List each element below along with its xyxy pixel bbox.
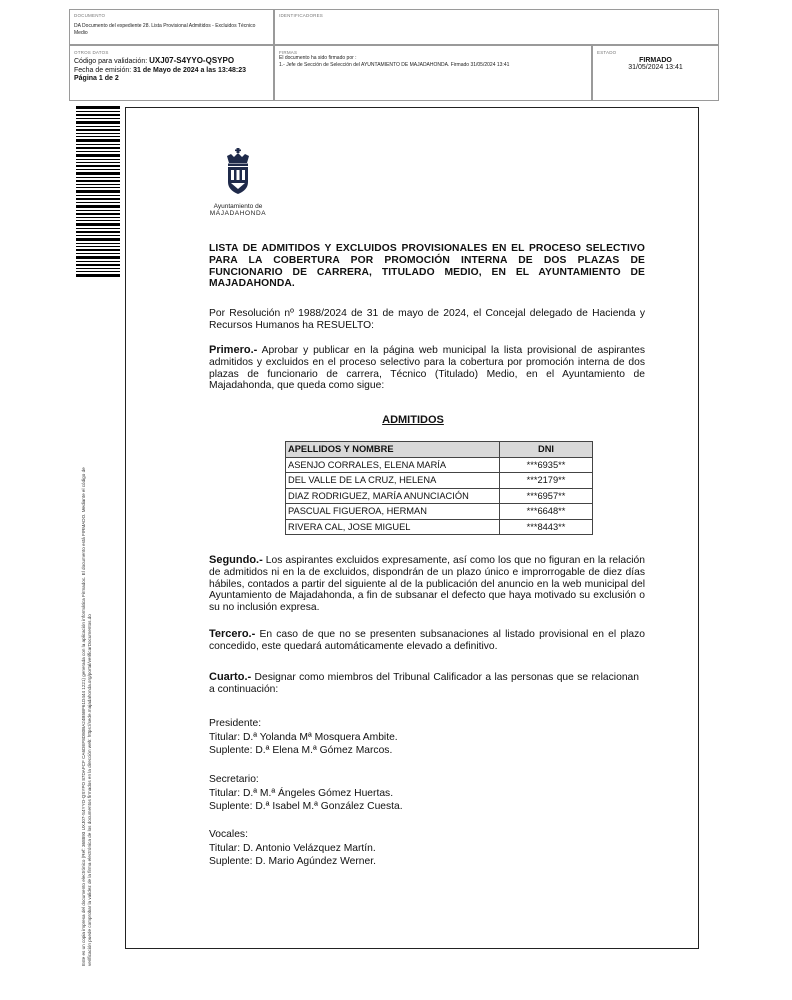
tribunal-presidente: Presidente: Titular: D.ª Yolanda Mª Mosquera Ambite. Suplente: D.ª Elena M.ª Gómez Marcos. [209, 718, 398, 757]
firmas-caption: FIRMAS [279, 50, 298, 55]
row-dni: ***6957** [500, 488, 593, 504]
row-dni: ***8443** [500, 519, 593, 535]
intro-paragraph: Por Resolución nº 1988/2024 de 31 de mayo de 2024, el Concejal delegado de Hacienda y Recursos Humanos ha RESUELTO: [209, 308, 645, 331]
estado-date: 31/05/2024 13:41 [628, 64, 683, 71]
header-documento-box [69, 9, 274, 45]
header-identificadores-box [274, 9, 719, 45]
primero-paragraph: Primero.- Aprobar y publicar en la página web municipal la lista provisional de aspirantes admitidos y excluidos en el proceso selectivo para la cobertura por promoción interna de dos plazas de funcionario de carrera, Técnico (Titulado) Medio, en el Ayuntamiento de Majadahonda, que queda como sigue: [209, 344, 645, 392]
logo-line1: Ayuntamiento de [213, 203, 263, 210]
admitidos-heading: ADMITIDOS [382, 414, 444, 426]
logo-line2: MAJADAHONDA [209, 210, 267, 217]
header-dni: DNI [500, 442, 593, 458]
table-header-row [286, 442, 593, 458]
tercero-paragraph: Tercero.- En caso de que no se presenten subsanaciones al listado provisional en el plazo concedido, este quedará automáticamente elevado a definitivo. [209, 628, 645, 652]
row-name: RIVERA CAL, JOSE MIGUEL [286, 519, 500, 535]
row-dni: ***6648** [500, 504, 593, 520]
tribunal-vocales: Vocales: Titular: D. Antonio Velázquez Martín. Suplente: D. Mario Agúndez Werner. [209, 829, 376, 868]
admitidos-table [285, 441, 593, 535]
documento-caption: DOCUMENTO [74, 13, 106, 18]
document-title: LISTA DE ADMITIDOS Y EXCLUIDOS PROVISIONALES EN EL PROCESO SELECTIVO PARA LA COBERTURA POR PROMOCIÓN INTERNA DE DOS PLAZAS DE FUNCIONARIO DE CARRERA, TITULADO MEDIO, EN EL AYUNTAMIENTO DE MAJADAHONDA. [209, 243, 645, 290]
tribunal-secretario: Secretario: Titular: D.ª M.ª Ángeles Gómez Huertas. Suplente: D.ª Isabel M.ª González Cuesta. [209, 774, 403, 813]
table-row [286, 473, 593, 489]
table-row [286, 504, 593, 520]
codigo-validacion: Código para validación: UXJ07-S4YYO-QSYPO [74, 56, 235, 65]
header-apellidos: APELLIDOS Y NOMBRE [286, 442, 500, 458]
header-firmas-box [274, 45, 592, 101]
table-row [286, 519, 593, 535]
codigo-value: UXJ07-S4YYO-QSYPO [149, 56, 235, 65]
barcode-image [76, 106, 120, 278]
row-name: PASCUAL FIGUEROA, HERMAN [286, 504, 500, 520]
otros-caption: OTROS DATOS [74, 50, 109, 55]
row-dni: ***6935** [500, 457, 593, 473]
cuarto-paragraph: Cuarto.- Designar como miembros del Tribunal Calificador a las personas que se relacionan a continuación: [209, 671, 639, 695]
document-page [125, 107, 699, 949]
fecha-emision: Fecha de emisión: 31 de Mayo de 2024 a las 13:48:23 [74, 66, 247, 74]
coat-of-arms-icon [223, 148, 253, 196]
firmas-line1: El documento ha sido firmado por : [279, 55, 357, 61]
identificadores-caption: IDENTIFICADORES [279, 13, 324, 18]
row-name: DEL VALLE DE LA CRUZ, HELENA [286, 473, 500, 489]
pagina-count: Página 1 de 2 [74, 75, 119, 82]
documento-text: DA Documento del expediente 28. Lista Provisional Admitidos - Excluidos Técnico Medio [74, 23, 256, 36]
header-otros-datos-box [69, 45, 274, 101]
estado-caption: ESTADO [597, 50, 617, 55]
row-name: DIAZ RODRIGUEZ, MARÍA ANUNCIACIÓN [286, 488, 500, 504]
row-name: ASENJO CORRALES, ELENA MARÍA [286, 457, 500, 473]
segundo-paragraph: Segundo.- Los aspirantes excluidos expresamente, así como los que no figuran en la relación de admitidos ni en la de excluidos, dispondrán de un plazo único e improrrogable de diez días hábiles, contados a partir del siguiente al de la publicación del anuncio en la web municipal del Ayuntamiento de Majadahonda, a fin de subsanar el defecto que haya motivado su exclusión o su no inclusión expresa. [209, 554, 645, 614]
row-dni: ***2179** [500, 473, 593, 489]
firmas-line2: 1.- Jefe de Sección de Selección del AYUNTAMIENTO DE MAJADAHONDA. Firmado 31/05/2024 13:41 [279, 61, 510, 68]
verification-side-text: Este es un copia impresa del documento electrónico (Ref: 368893 UXJ07-S4YYO-QSYPO 87DAFCF CA6DEF8D80BA24B5BF61D444 1221) generada con la aplicación informática Firmadoc. El documento está FIRMADO. Mediante el código de verificación puede comprobar la validez de la firma electrónica de los documentos firmados en la dirección web: https://sede.majadahonda.org/portal/verificarDocumentos.do [81, 467, 92, 966]
table-row [286, 488, 593, 504]
estado-value: FIRMADO [639, 57, 672, 64]
header-estado-box [592, 45, 719, 101]
majadahonda-logo [206, 148, 270, 218]
table-row [286, 457, 593, 473]
